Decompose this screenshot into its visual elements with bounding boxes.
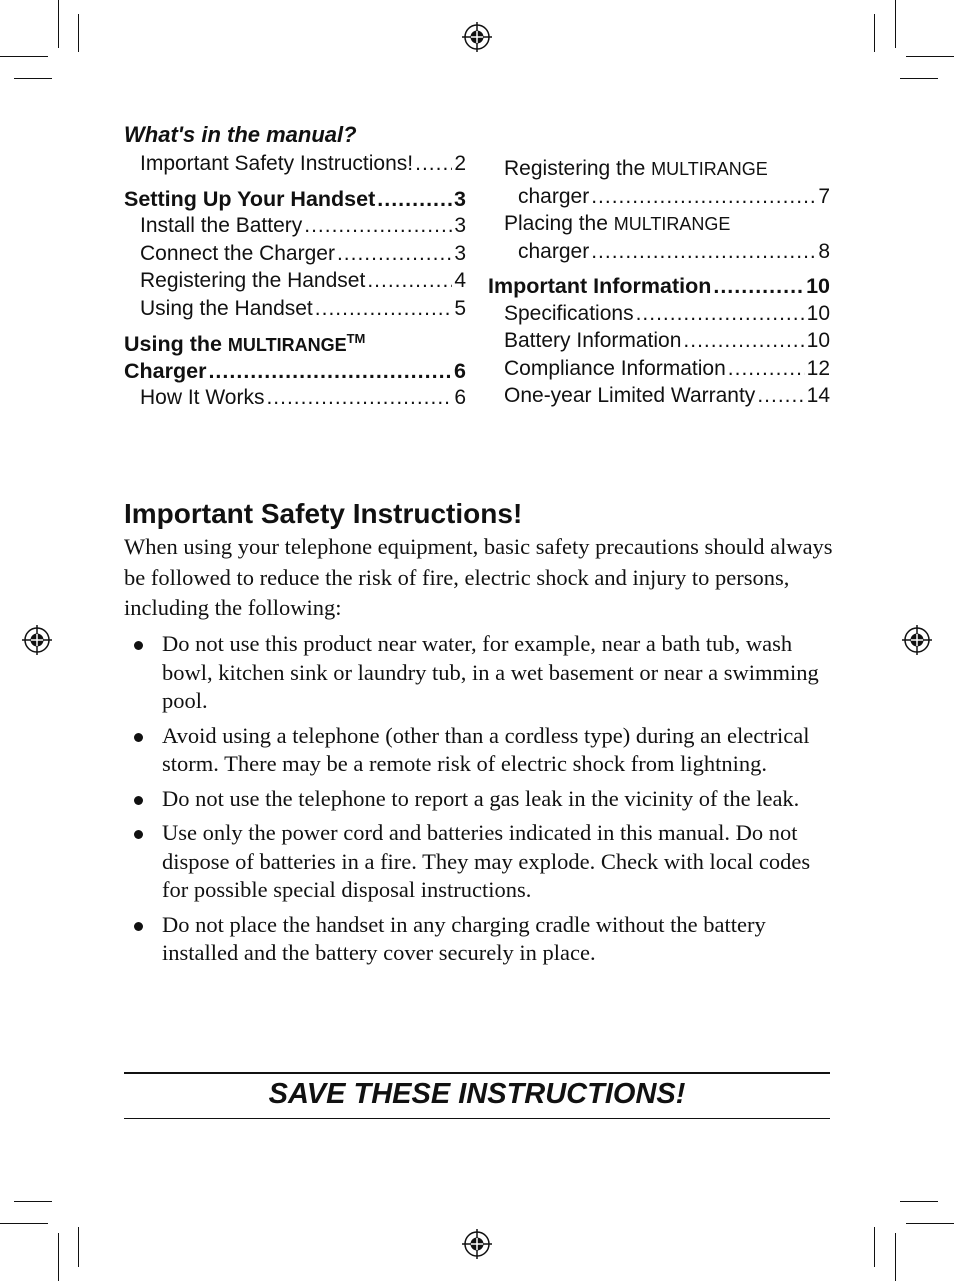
toc-entry[interactable]: Important Information ..... 10	[488, 274, 830, 302]
toc-entry-multiline[interactable]: Placing the MULTIRANGE	[504, 212, 731, 235]
toc-entry[interactable]: Specifications ..... 10	[488, 302, 830, 330]
crop-mark	[78, 14, 79, 52]
toc-entry[interactable]: One-year Limited Warranty ..... 14	[488, 384, 830, 412]
registration-mark-icon	[462, 22, 492, 52]
toc-heading: What's in the manual?	[124, 122, 357, 147]
list-item: Do not use the telephone to report a gas leak in the vicinity of the leak.	[124, 785, 834, 814]
toc-entry[interactable]: Install the Battery ..... 3	[124, 214, 466, 242]
crop-mark	[14, 1201, 52, 1202]
crop-mark	[58, 0, 59, 48]
toc-entry[interactable]: Battery Information ..... 10	[488, 329, 830, 357]
toc-entry[interactable]: charger ..... 8	[488, 240, 830, 268]
crop-mark	[58, 1233, 59, 1281]
toc-entry-multiline[interactable]: Registering the MULTIRANGE	[504, 157, 768, 180]
intro-paragraph: When using your telephone equipment, basic safety precautions should always be followed to reduce the risk of fire, electric shock and injury to persons, including the following:	[124, 534, 833, 620]
crop-mark	[14, 78, 52, 79]
toc-entry[interactable]: Setting Up Your Handset ..... 3	[124, 187, 466, 215]
list-item: Use only the power cord and batteries indicated in this manual. Do not dispose of batteries in a fire. They may explode. Check with local codes for possible special disposal instructions.	[124, 819, 834, 905]
toc-right-column	[488, 157, 830, 412]
crop-mark	[895, 1233, 896, 1281]
toc-entry[interactable]: Registering the Handset ..... 4	[124, 269, 466, 297]
crop-mark	[0, 1223, 48, 1224]
toc-entry[interactable]: Connect the Charger ..... 3	[124, 242, 466, 270]
registration-mark-icon	[22, 625, 52, 655]
toc-left-column	[124, 122, 466, 414]
crop-mark	[78, 1227, 79, 1267]
toc-entry[interactable]: Important Safety Instructions! ..... 2	[124, 152, 466, 180]
safety-bullet-list	[124, 630, 834, 974]
toc-entry[interactable]: How It Works ..... 6	[124, 386, 466, 414]
crop-mark	[906, 56, 954, 57]
crop-mark	[874, 14, 875, 52]
list-item: Do not use this product near water, for example, near a bath tub, wash bowl, kitchen sink or laundry tub, in a wet basement or near a swimming pool.	[124, 630, 834, 716]
bottom-divider	[124, 1118, 830, 1119]
crop-mark	[0, 56, 48, 57]
toc-entry-multiline[interactable]: Using the MULTIRANGE™	[124, 331, 366, 357]
section-title: Important Safety Instructions!	[124, 498, 523, 529]
save-instructions-banner: SAVE THESE INSTRUCTIONS!	[268, 1078, 686, 1110]
crop-mark	[906, 1223, 954, 1224]
top-divider	[124, 1072, 830, 1074]
crop-mark	[895, 0, 896, 48]
toc-entry[interactable]: Charger ..... 6	[124, 359, 466, 387]
toc-entry[interactable]: charger ..... 7	[488, 185, 830, 213]
toc-entry[interactable]: Using the Handset ..... 5	[124, 297, 466, 325]
registration-mark-icon	[902, 625, 932, 655]
toc-entry[interactable]: Compliance Information ..... 12	[488, 357, 830, 385]
crop-mark	[900, 78, 938, 79]
list-item: Avoid using a telephone (other than a cordless type) during an electrical storm. There may be a remote risk of electric shock from lightning.	[124, 722, 834, 779]
list-item: Do not place the handset in any charging cradle without the battery installed and the battery cover securely in place.	[124, 911, 834, 968]
crop-mark	[874, 1227, 875, 1267]
registration-mark-icon	[462, 1229, 492, 1259]
crop-mark	[900, 1201, 938, 1202]
